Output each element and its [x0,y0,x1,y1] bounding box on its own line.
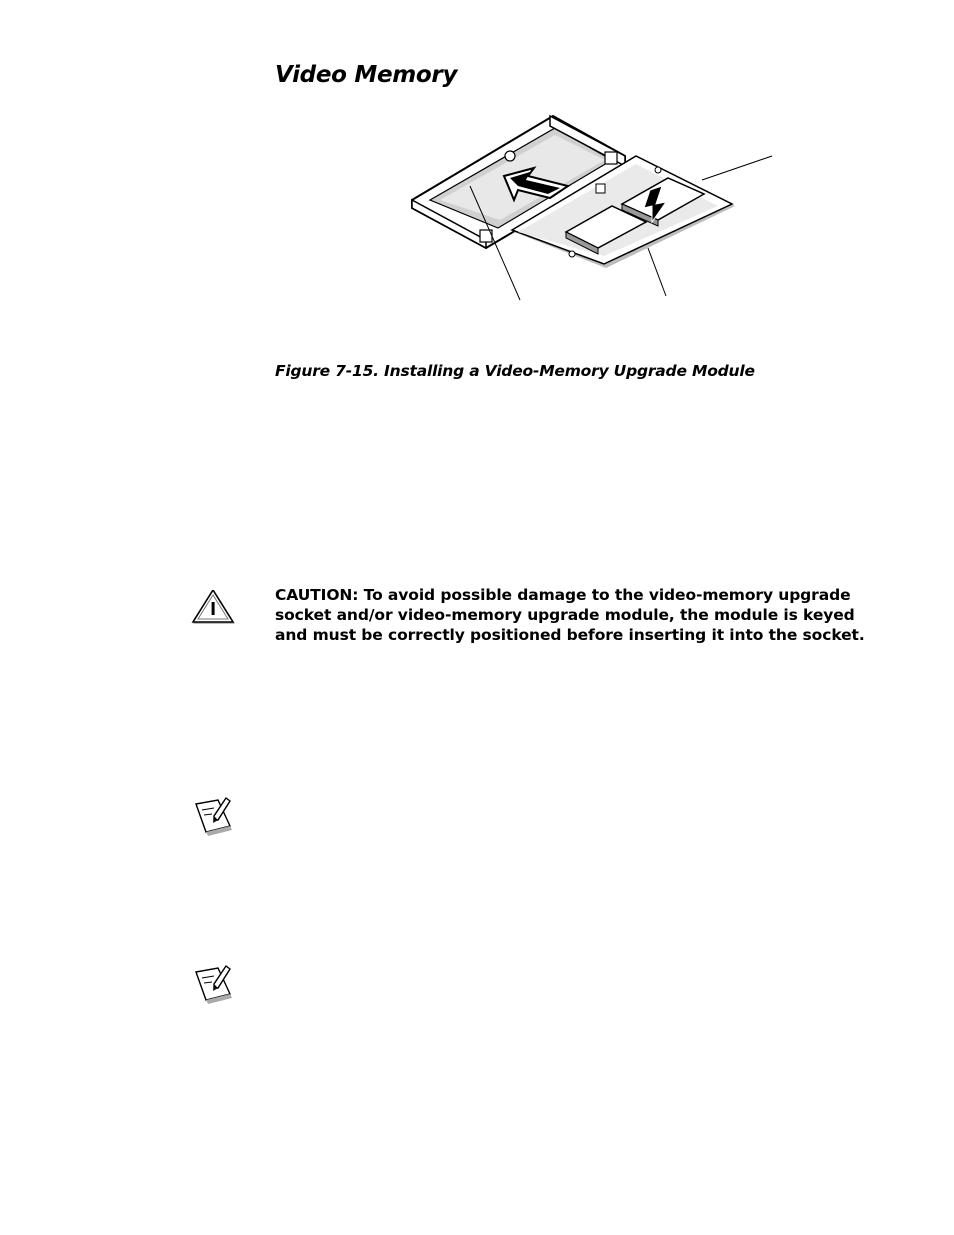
note-pencil-icon [192,796,234,836]
caution-text: CAUTION: To avoid possible damage to the video-memory upgrade socket and/or video-memory upgrade module, the module is keyed and must be correctly positioned before inserting it into the socket. [275,586,865,644]
section-title: Video Memory [275,62,458,88]
note-pencil-icon [192,964,234,1004]
figure-caption: Figure 7-15. Installing a Video-Memory Upgrade Module [275,362,755,380]
caution-triangle-icon [191,590,237,626]
video-memory-module-illustration [400,108,790,308]
